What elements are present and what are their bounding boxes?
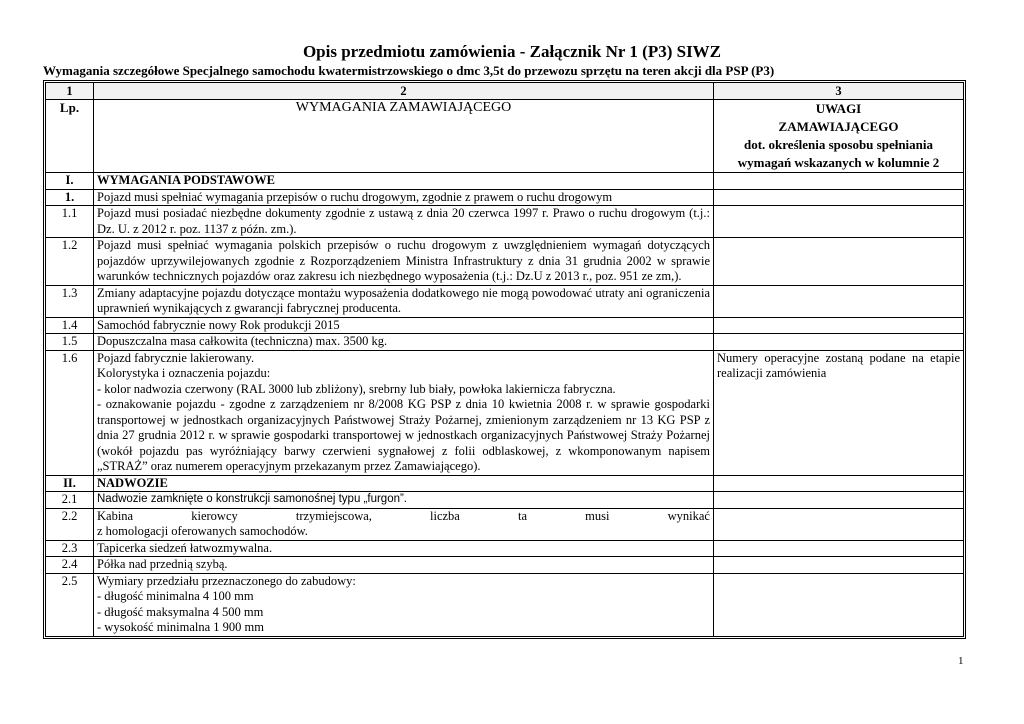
row-lp: 1.6 [46,350,94,475]
section-title: NADWOZIE [94,475,714,492]
section-row [46,475,964,492]
table-row [46,206,964,238]
text-line: - długość maksymalna 4 500 mm [97,604,264,619]
table-row [46,285,964,317]
row-text: Pojazd musi spełniać wymagania przepisów o ruchu drogowym, zgodnie z prawem o ruchu drogowym [94,189,714,206]
lp-header: Lp. [46,100,94,173]
word: kierowcy [191,508,238,523]
requirements-header: WYMAGANIA ZAMAWIAJĄCEGO [94,100,714,173]
row-text: Samochód fabrycznie nowy Rok produkcji 2015 [94,317,714,334]
table-row [46,189,964,206]
row-lp: 2.2 [46,508,94,540]
row-lp: 2.4 [46,557,94,574]
word: ta [517,508,528,523]
row-text [94,573,714,636]
document-subtitle: Wymagania szczegółowe Specjalnego samochodu kwatermistrzowskiego o dmc 3,5t do przewozu sprzętu na teren akcji dla PSP (P3) [43,63,775,78]
table-row [46,317,964,334]
word: Kabina [97,508,134,523]
document-title: Opis przedmiotu zamówienia - Załącznik Nr 1 (P3) SIWZ [302,42,722,61]
table-row [46,334,964,351]
table-row [46,557,964,574]
text-line: - kolor nadwozia czerwony (RAL 3000 lub zbliżony), srebrny lub biały, powłoka lakiernicza fabryczna. [97,381,616,396]
word: trzymiejscowa, [295,508,372,523]
row-lp: I. [46,173,94,190]
row-text: Zmiany adaptacyjne pojazdu dotyczące montażu wyposażenia dodatkowego nie mogą powodować utraty ani ograniczenia uprawnień wynikających z gwarancji fabrycznej producenta. [94,285,714,317]
notes-header-line: ZAMAWIAJĄCEGO [778,119,899,134]
table-row [46,350,964,475]
page-number: 1 [958,655,964,667]
row-text: Pojazd musi spełniać wymagania polskich przepisów o ruchu drogowym z uwzględnieniem wymagań dotyczących pojazdów uprzywilejowanych zgodnie z Rozporządzeniem Ministra Infrastruktury z dnia 31 grudnia 2002 w sprawie warunków technicznych pojazdów oraz zakresu ich niezbędnego wyposażenia (t.j.: Dz.U z 2013 r., poz. 951 ze zm,). [94,238,714,286]
row-lp: 2.5 [46,573,94,636]
table-row [46,508,964,540]
row-note [714,557,964,574]
row-note [714,492,964,509]
row-lp: 1.3 [46,285,94,317]
row-note [714,206,964,238]
notes-header-line: dot. określenia sposobu spełniania [743,137,934,152]
section-title: WYMAGANIA PODSTAWOWE [94,173,714,190]
row-note: Numery operacyjne zostaną podane na etapie realizacji zamówienia [714,350,964,475]
row-lp: 1.2 [46,238,94,286]
column-number-2: 2 [94,83,714,100]
row-text: Tapicerka siedzeń łatwozmywalna. [94,540,714,557]
header-row [46,100,964,173]
row-text: Nadwozie zamknięte o konstrukcji samonośnej typu „furgon”. [94,492,714,509]
row-text [94,350,714,475]
word: wynikać [667,508,710,523]
text-line: Pojazd fabrycznie lakierowany. [97,350,255,365]
row-note [714,573,964,636]
column-number-row [46,83,964,100]
column-number-1: 1 [46,83,94,100]
text-line: Wymiary przedziału przeznaczonego do zabudowy: [97,573,356,588]
table-row [46,573,964,636]
text-line: Kolorystyka i oznaczenia pojazdu: [97,366,271,380]
table-row [46,540,964,557]
row-lp: 1. [46,189,94,206]
row-note [714,540,964,557]
requirements-table-frame [43,80,966,639]
word: liczba [430,508,460,523]
row-note [714,475,964,492]
notes-header-line: wymagań wskazanych w kolumnie 2 [737,155,940,170]
column-number-3: 3 [714,83,964,100]
row-note [714,238,964,286]
requirements-table [45,82,964,637]
row-lp: 2.1 [46,492,94,509]
table-row [46,238,964,286]
row-text: Półka nad przednią szybą. [94,557,714,574]
notes-header [714,100,964,173]
row-lp: 1.1 [46,206,94,238]
row-text [94,508,714,540]
row-note [714,508,964,540]
row-lp: 1.5 [46,334,94,351]
row-note [714,173,964,190]
word: musi [585,508,610,523]
section-row [46,173,964,190]
spread-line [97,509,710,525]
row-note [714,334,964,351]
text-line: - wysokość minimalna 1 900 mm [97,620,264,634]
row-lp: 1.4 [46,317,94,334]
notes-header-line: UWAGI [815,101,862,116]
text-line: z homologacji oferowanych samochodów. [97,524,308,538]
row-note [714,285,964,317]
row-text: Pojazd musi posiadać niezbędne dokumenty zgodnie z ustawą z dnia 20 czerwca 1997 r. Prawo o ruchu drogowym (t.j.: Dz. U. z 2012 r. poz. 1137 z późn. zm.). [94,206,714,238]
row-note [714,317,964,334]
text-line: - oznakowanie pojazdu - zgodne z zarządzeniem nr 8/2008 KG PSP z dnia 10 kwietnia 2008 r. w sprawie gospodarki transportowej w jednostkach organizacyjnych Państwowej Straży Pożarnej, zmienionym zarządzeniem nr 13 KG PSP z dnia 27 grudnia 2012 r. w sprawie gospodarki transportowej w jednostkach organizacyjnych Państwowej Straży Pożarnej (wokół pojazdu pas wyróżniający barwy czerwieni sygnałowej z folii odblaskowej, z wkomponowanym napisem „STRAŻ” oraz numerem operacyjnym przekazanym przez Zamawiającego). [97,397,710,473]
row-text: Dopuszczalna masa całkowita (techniczna) max. 3500 kg. [94,334,714,351]
table-row [46,492,964,509]
row-lp: 2.3 [46,540,94,557]
text-line: - długość minimalna 4 100 mm [97,589,254,603]
row-lp: II. [46,475,94,492]
row-note [714,189,964,206]
